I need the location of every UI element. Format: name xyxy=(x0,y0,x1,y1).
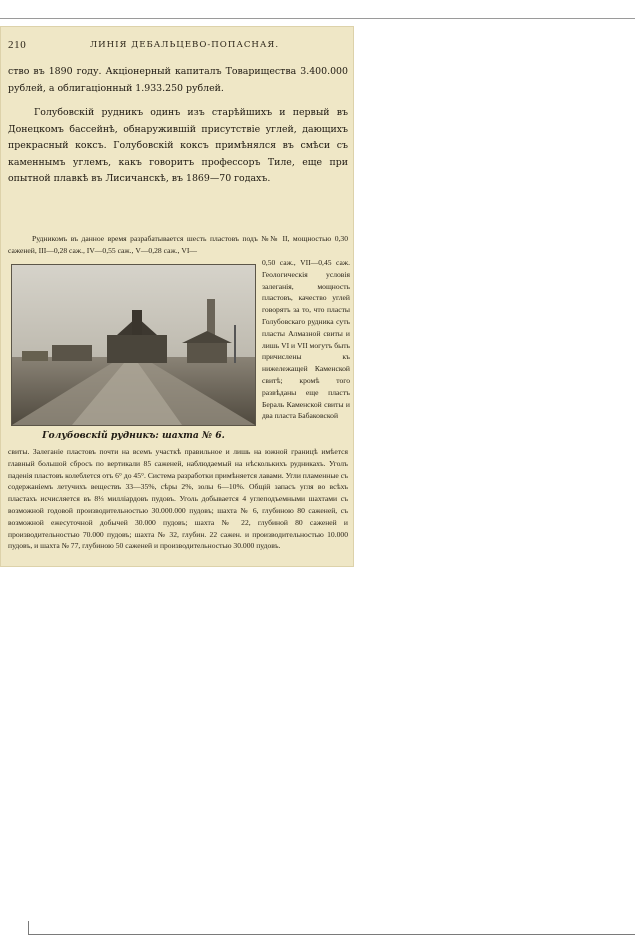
page-number: 210 xyxy=(8,39,27,51)
small-text-intro: Рудникомъ въ данное время разрабатывается шесть пластовъ подъ №№ II, мощностью 0,30 саженей, III—0,28 саж., IV—0,55 саж., V—0,28 саж., VI— xyxy=(8,234,348,255)
mine-photo xyxy=(12,265,255,425)
mine-photo-illustration xyxy=(12,265,255,425)
small-text-bottom: свиты. Залеганіе пластовъ почти на всемъ участкѣ правильное и лишь на южной границѣ имѣется главный большой сбросъ по вертикали 85 саженей, наблюдаемый на нѣсколькихъ рудникахъ. Уголъ паденія пластовъ колеблется отъ 6° до 45°. Система разработки примѣняется лавами. Угли пламенные съ содержаніемъ летучихъ веществъ 33—35%, сѣры 2%, золы 6—10%. Общій запасъ угля во всѣхъ пластахъ исчисляется въ 8⅓ милліардовъ пудовъ. Уголь добывается 4 углеподъемными шахтами съ возможной годовой производительностью 30.000.000 пудовъ; шахта № 6, глубиною 80 саженей, съ возможной ежесуточной добычей 30.000 пудовъ; шахта № 22, глубиной 80 саженей и производительностью 70.000 пудовъ; шахта № 32, глубин. 22 сажен. и производительностью 10.000 пудовъ, и шахта № 77, глубиною 50 саженей и производительностью 30.000 пудовъ. xyxy=(8,447,348,551)
scanned-page xyxy=(0,26,354,567)
bottom-rule xyxy=(28,934,635,935)
lead-paragraph-1: ство въ 1890 году. Акціонерный капиталъ Товарищества 3.400.000 рублей, а облигаціонный 1.933.250 рублей. xyxy=(8,66,348,94)
bottom-tick xyxy=(28,921,29,935)
page-header xyxy=(8,39,348,53)
running-title: ЛИНІЯ ДЕБАЛЬЦЕВО-ПОПАСНАЯ. xyxy=(90,40,280,50)
photo-caption: Голубовскій рудникъ: шахта № 6. xyxy=(42,430,225,441)
small-text-side-column: 0,50 саж., VII—0,45 саж. Геологическія условія залеганія, мощность пластовъ, качество углей говорятъ за то, что пласты Голубовскаго рудника суть пласты Алмазной свиты и лишь VI и VII могутъ быть причислены къ нижележащей Каменской свитѣ; кромѣ того развѣданы еще пластъ Бераль Каменской свиты и два пласта Бабаковской xyxy=(262,258,350,421)
lead-paragraph-2: Голубовскій рудникъ одинъ изъ старѣйшихъ и первый въ Донецкомъ бассейнѣ, обнаружившій присутствіе углей, дающихъ прекрасный коксъ. Голубовскій коксъ примѣнялся въ смѣси съ каменнымъ углемъ, какъ говоритъ профессоръ Тиле, еще при опытной плавкѣ въ Лисичанскѣ, въ 1869—70 годахъ. xyxy=(8,107,348,184)
top-rule xyxy=(0,18,635,19)
